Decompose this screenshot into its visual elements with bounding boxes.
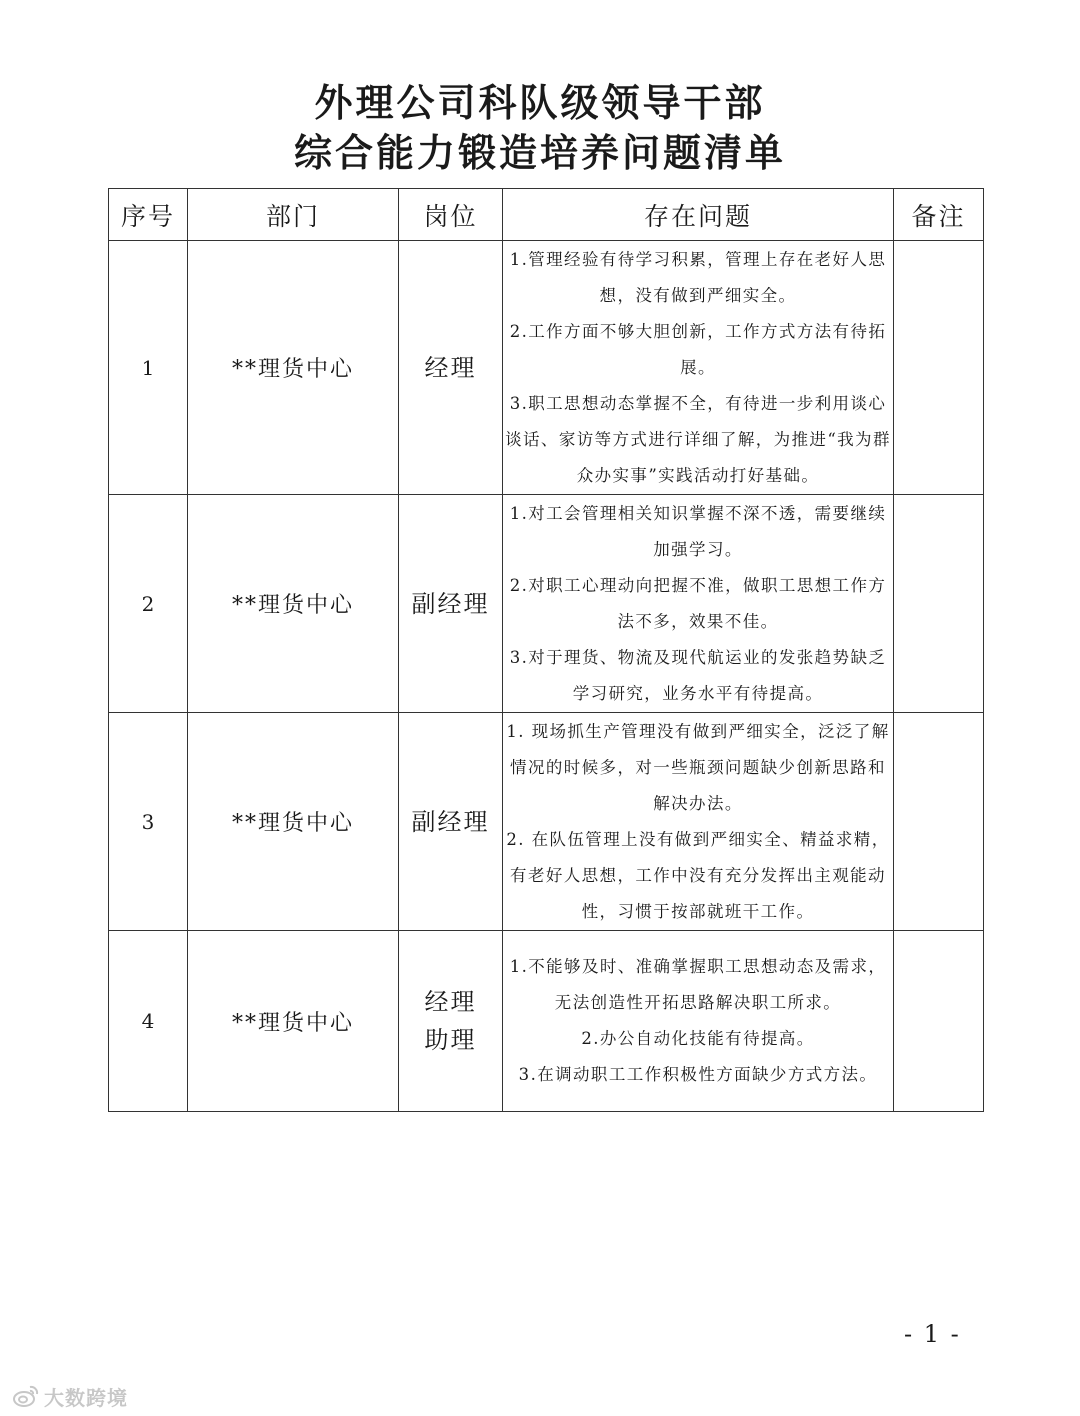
header-problems: 存在问题 xyxy=(503,189,894,241)
header-seq: 序号 xyxy=(109,189,188,241)
position-line: 助理 xyxy=(424,1026,477,1054)
watermark-text: 大数跨境 xyxy=(44,1385,128,1410)
problem-item: 2.办公自动化技能有待提高。 xyxy=(581,1029,815,1048)
position-line: 经理 xyxy=(424,988,477,1016)
header-remarks: 备注 xyxy=(894,189,984,241)
cell-remarks xyxy=(894,931,984,1112)
cell-dept: **理货中心 xyxy=(188,241,399,495)
cell-position xyxy=(399,495,503,713)
cell-position xyxy=(399,931,503,1112)
cell-remarks xyxy=(894,241,984,495)
position-line: 副经理 xyxy=(411,807,490,836)
table-header-row xyxy=(109,189,984,241)
cell-seq: 2 xyxy=(109,495,188,713)
cell-problems xyxy=(503,495,894,713)
problem-item: 1.对工会管理相关知识掌握不深不透，需要继续加强学习。 xyxy=(509,503,887,559)
document-title-line1: 外理公司科队级领导干部 xyxy=(314,81,766,125)
cell-dept: **理货中心 xyxy=(188,713,399,931)
problem-item: 2.对职工心理动向把握不准，做职工思想工作方法不多，效果不佳。 xyxy=(509,575,887,631)
issues-table xyxy=(108,188,984,1112)
cell-seq: 3 xyxy=(109,713,188,931)
cell-seq: 1 xyxy=(109,241,188,495)
cell-problems xyxy=(503,713,894,931)
cell-dept: **理货中心 xyxy=(188,931,399,1112)
problem-item: 2. 在队伍管理上没有做到严细实全、精益求精，有老好人思想，工作中没有充分发挥出主观能动性，习惯于按部就班干工作。 xyxy=(506,829,890,921)
problem-item: 1.不能够及时、准确掌握职工思想动态及需求，无法创造性开拓思路解决职工所求。 xyxy=(509,957,887,1012)
problem-item: 3.对于理货、物流及现代航运业的发张趋势缺乏学习研究，业务水平有待提高。 xyxy=(509,647,887,703)
problem-item: 3.在调动职工工作积极性方面缺少方式方法。 xyxy=(518,1065,878,1084)
problem-item: 1.管理经验有待学习积累，管理上存在老好人思想，没有做到严细实全。 xyxy=(509,249,887,305)
table-row xyxy=(109,713,984,931)
table-row xyxy=(109,241,984,495)
page-number: - 1 - xyxy=(904,1320,961,1348)
cell-seq: 4 xyxy=(109,931,188,1112)
header-dept: 部门 xyxy=(188,189,399,241)
cell-problems xyxy=(503,241,894,495)
cell-remarks xyxy=(894,495,984,713)
problem-item: 1. 现场抓生产管理没有做到严细实全，泛泛了解情况的时候多，对一些瓶颈问题缺少创新思路和解决办法。 xyxy=(506,721,890,813)
position-line: 副经理 xyxy=(411,589,490,618)
problem-item: 3.职工思想动态掌握不全，有待进一步利用谈心谈话、家访等方式进行详细了解，为推进“我为群众办实事”实践活动打好基础。 xyxy=(505,393,891,485)
header-position: 岗位 xyxy=(399,189,503,241)
cell-position xyxy=(399,241,503,495)
table-row xyxy=(109,931,984,1112)
watermark xyxy=(12,1382,128,1410)
cell-remarks xyxy=(894,713,984,931)
position-line: 经理 xyxy=(424,353,477,382)
cell-dept: **理货中心 xyxy=(188,495,399,713)
document-title-line2: 综合能力锻造培养问题清单 xyxy=(293,131,786,175)
cell-problems xyxy=(503,931,894,1112)
cell-position xyxy=(399,713,503,931)
table-row xyxy=(109,495,984,713)
problem-item: 2.工作方面不够大胆创新，工作方式方法有待拓展。 xyxy=(509,321,887,377)
weibo-logo-icon xyxy=(12,1384,40,1408)
